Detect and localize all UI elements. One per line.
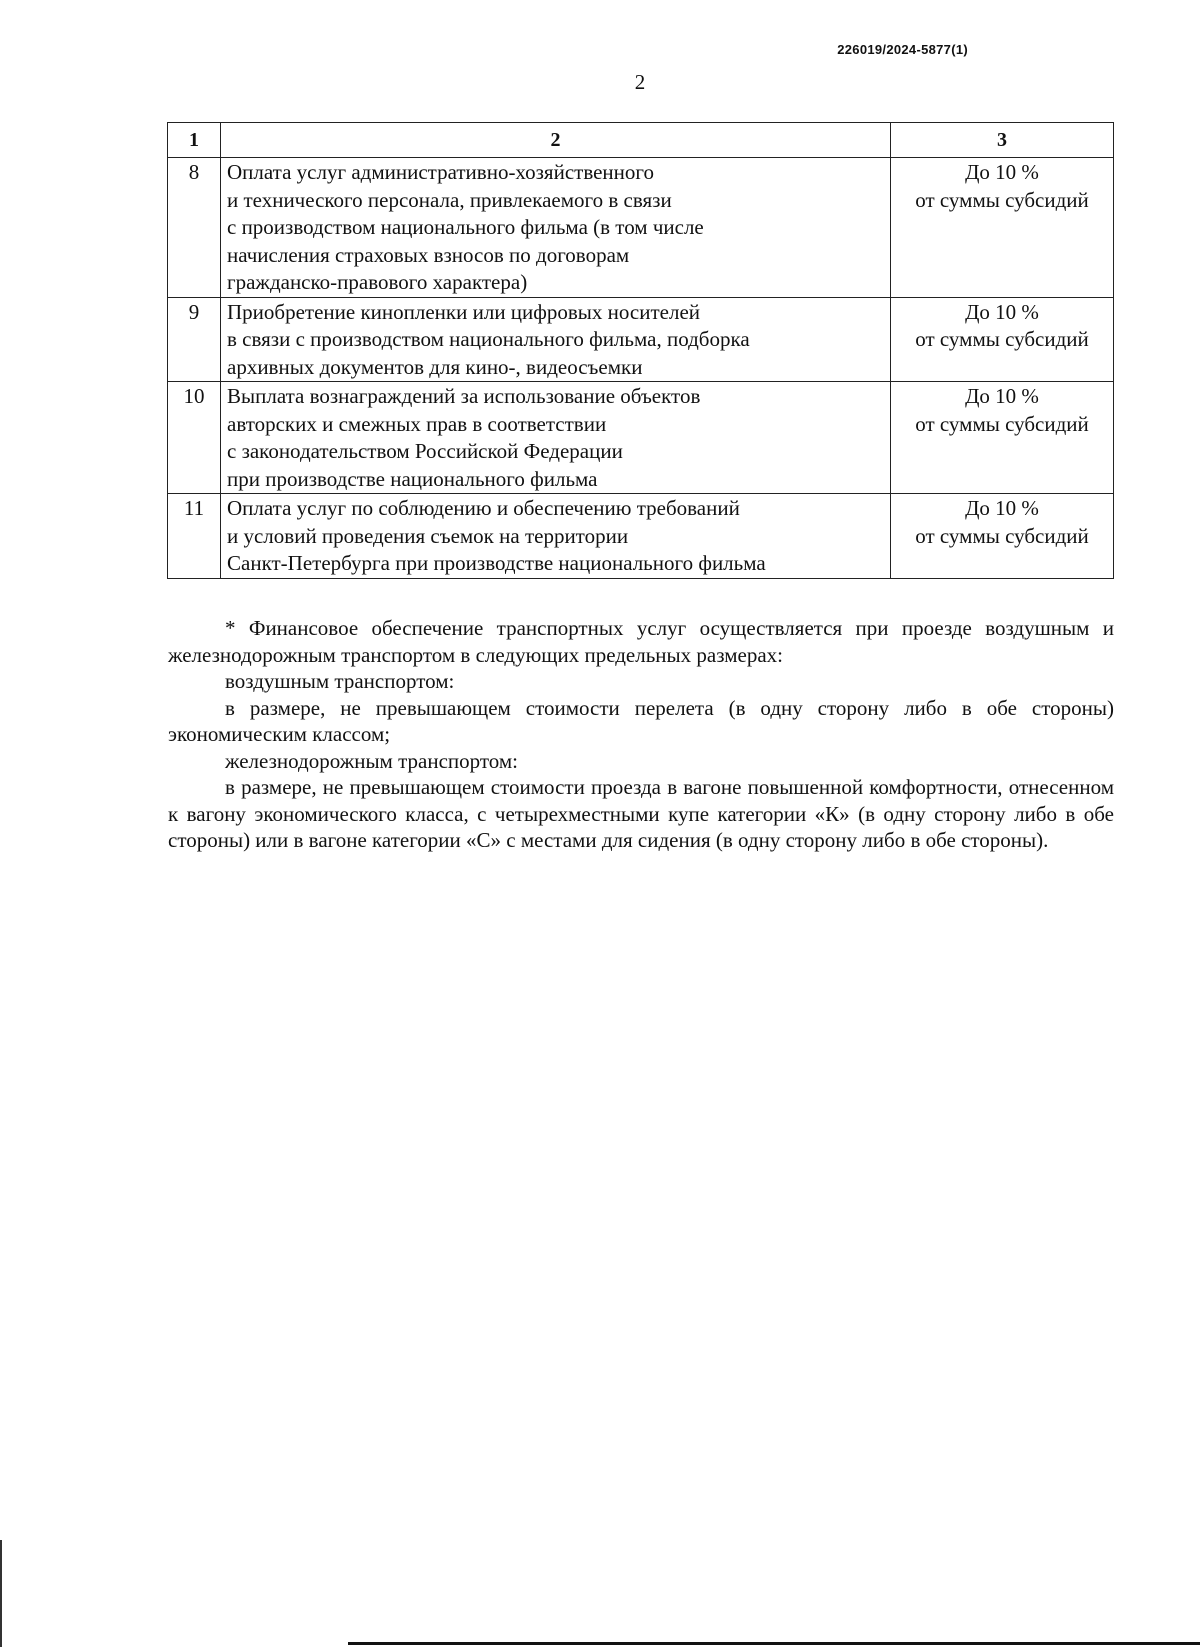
description-line: архивных документов для кино-, видеосъемки [227, 354, 643, 379]
limit-line: До 10 % [965, 384, 1039, 408]
header-col-3: 3 [891, 123, 1114, 158]
table-row [168, 382, 1114, 494]
footnote-rail-limit: в размере, не превышающем стоимости проезда в вагоне повышенной комфортности, отнесенном к вагону экономического класса, с четырехместными купе категории «К» (в одну сторону либо в обе стороны) или в вагоне категории «С» с местами для сидения (в одну сторону либо в обе стороны). [168, 775, 1114, 852]
limit-line: от суммы субсидий [915, 327, 1089, 351]
description-line: авторских и смежных прав в соответствии [227, 411, 607, 436]
description-line: с законодательством Российской Федерации [227, 439, 623, 463]
header-col-1: 1 [168, 123, 221, 158]
footnotes [168, 615, 1114, 854]
row-description [221, 494, 891, 579]
table-row [168, 297, 1114, 382]
limit-line: от суммы субсидий [915, 411, 1089, 436]
page-number: 2 [634, 70, 646, 94]
table-header [168, 123, 1114, 158]
description-line: начисления страховых взносов по договорам [227, 242, 630, 267]
row-description [221, 297, 891, 382]
row-limit [891, 297, 1114, 382]
header-col-2: 2 [221, 123, 891, 158]
limit-line: от суммы субсидий [915, 187, 1089, 212]
description-line: Оплата услуг административно-хозяйственного [227, 160, 655, 184]
table-header-row [168, 123, 1114, 158]
description-line: при производстве национального фильма [227, 466, 598, 491]
row-limit [891, 494, 1114, 579]
limit-line: До 10 % [965, 160, 1039, 184]
footnote-rail-heading: железнодорожным транспортом: [225, 748, 518, 773]
row-number: 9 [168, 297, 221, 382]
description-line: Выплата вознаграждений за использование объектов [227, 384, 701, 408]
table-row [168, 158, 1114, 298]
description-line: гражданско-правового характера) [227, 270, 528, 294]
expense-table [167, 122, 1114, 579]
scan-bottom-border [348, 1642, 1200, 1645]
description-line: Санкт-Петербурга при производстве национального фильма [227, 551, 766, 575]
row-description [221, 158, 891, 298]
description-line: и технического персонала, привлекаемого в связи [227, 187, 672, 212]
description-line: с производством национального фильма (в том числе [227, 215, 704, 239]
description-line: Приобретение кинопленки или цифровых носителей [227, 299, 701, 324]
limit-line: от суммы субсидий [915, 523, 1089, 548]
description-line: в связи с производством национального фильма, подборка [227, 327, 750, 351]
row-number: 11 [168, 494, 221, 579]
row-number: 8 [168, 158, 221, 298]
table-body [168, 158, 1114, 579]
scan-edge-mark [0, 1540, 2, 1647]
footnote-air-heading: воздушным транспортом: [225, 669, 455, 693]
table-row [168, 494, 1114, 579]
description-line: и условий проведения съемок на территории [227, 523, 629, 548]
row-number: 10 [168, 382, 221, 494]
limit-line: До 10 % [965, 496, 1039, 520]
row-description [221, 382, 891, 494]
document-id: 226019/2024-5877(1) [837, 42, 968, 57]
row-limit [891, 158, 1114, 298]
footnote-intro: * Финансовое обеспечение транспортных услуг осуществляется при проезде воздушным и железнодорожным транспортом в следующих предельных размерах: [168, 616, 1114, 667]
footnote-air-limit: в размере, не превышающем стоимости перелета (в одну сторону либо в обе стороны) экономическим классом; [168, 695, 1114, 746]
description-line: Оплата услуг по соблюдению и обеспечению требований [227, 496, 740, 520]
row-limit [891, 382, 1114, 494]
limit-line: До 10 % [965, 299, 1039, 324]
